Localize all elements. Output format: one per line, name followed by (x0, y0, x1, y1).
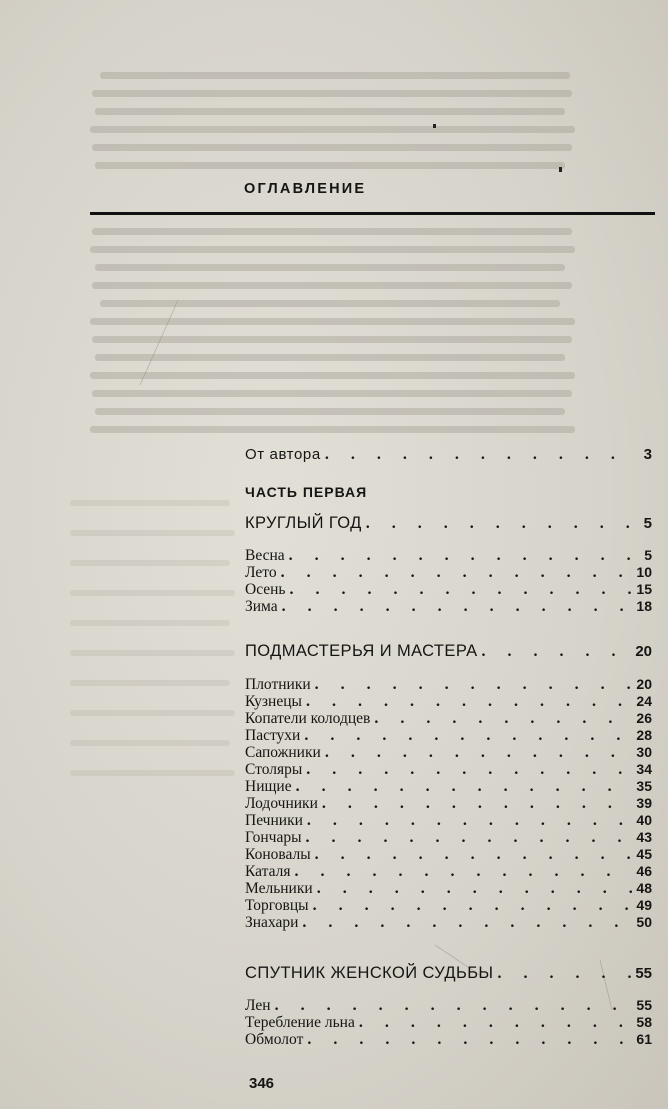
dot-leader (315, 847, 633, 863)
toc-entry-label: Столяры (245, 761, 303, 778)
heading-rule (90, 212, 655, 215)
toc-entry-page: 35 (636, 778, 652, 794)
toc-entry[interactable] (245, 863, 652, 881)
toc-entry-page: 49 (636, 897, 652, 913)
toc-entry-label: Гончары (245, 829, 302, 846)
dot-leader (306, 762, 632, 778)
toc-section-page: 5 (643, 515, 652, 532)
toc-entry-page: 18 (636, 598, 652, 614)
toc-entry-page: 26 (636, 710, 652, 726)
toc-entry-intro[interactable] (245, 446, 652, 463)
dot-leader (325, 745, 633, 761)
toc-entry-page: 58 (636, 1014, 652, 1030)
dot-leader (317, 881, 633, 897)
toc-entry[interactable] (245, 914, 652, 932)
toc-entry-label: Кузнецы (245, 693, 302, 710)
toc-entry-page: 39 (636, 795, 652, 811)
toc-entry-page: 61 (636, 1031, 652, 1047)
toc-section[interactable] (245, 514, 652, 533)
toc-entry-label: От автора (245, 446, 321, 463)
toc-entry-label: Печники (245, 812, 303, 829)
toc-section-title: СПУТНИК ЖЕНСКОЙ СУДЬБЫ (245, 964, 494, 982)
toc-entry-label: Обмолот (245, 1031, 304, 1048)
toc-section-page: 20 (635, 643, 652, 660)
toc-entry[interactable] (245, 581, 652, 599)
toc-entry[interactable] (245, 547, 652, 565)
toc-entry[interactable] (245, 829, 652, 847)
toc-entry-label: Каталя (245, 863, 291, 880)
toc-entry-page: 34 (636, 761, 652, 777)
dot-leader (294, 864, 632, 880)
dot-leader (289, 548, 634, 564)
toc-entry[interactable] (245, 846, 652, 864)
toc-entry-label: Знахари (245, 914, 299, 931)
toc-entry-label: Зима (245, 598, 278, 615)
toc-entry-label: Пастухи (245, 727, 301, 744)
toc-entry[interactable] (245, 564, 652, 582)
toc-entry-page: 40 (636, 812, 652, 828)
toc-entry[interactable] (245, 676, 652, 694)
toc-entry-page: 30 (636, 744, 652, 760)
toc-entry[interactable] (245, 744, 652, 762)
dot-leader (290, 582, 633, 598)
dot-leader (307, 1032, 632, 1048)
toc-entry-page: 5 (644, 547, 652, 563)
dot-leader (282, 599, 633, 615)
dot-leader (315, 677, 633, 693)
part-title: ЧАСТЬ ПЕРВАЯ (245, 484, 368, 500)
toc-entry-label: Лето (245, 564, 277, 581)
toc-entry-label: Сапожники (245, 744, 321, 761)
dot-leader (366, 516, 634, 532)
dot-leader (497, 966, 631, 982)
toc-entry-label: Торговцы (245, 897, 309, 914)
dot-leader (313, 898, 633, 914)
toc-entry-page: 50 (636, 914, 652, 930)
toc-section[interactable] (245, 964, 652, 983)
toc-section-page: 55 (635, 965, 652, 982)
toc-entry[interactable] (245, 812, 652, 830)
toc-entry[interactable] (245, 727, 652, 745)
toc-entry[interactable] (245, 1031, 652, 1049)
toc-entry-page: 15 (636, 581, 652, 597)
toc-entry-page: 46 (636, 863, 652, 879)
page-number: 346 (249, 1075, 275, 1092)
toc-entry-label: Лен (245, 997, 271, 1014)
toc-entry-label: Коновалы (245, 846, 311, 863)
toc-entry-page: 45 (636, 846, 652, 862)
toc-entry-page: 28 (636, 727, 652, 743)
toc-entry-page: 20 (636, 676, 652, 692)
toc-entry-label: Мельники (245, 880, 313, 897)
toc-entry[interactable] (245, 880, 652, 898)
dot-leader (302, 915, 632, 931)
dot-leader (304, 728, 632, 744)
toc-entry[interactable] (245, 1014, 652, 1032)
toc-entry[interactable] (245, 997, 652, 1015)
toc-entry[interactable] (245, 598, 652, 616)
dot-leader (325, 447, 634, 463)
toc-entry-page: 43 (636, 829, 652, 845)
toc-heading: ОГЛАВЛЕНИЕ (244, 181, 367, 197)
toc-entry-label: Нищие (245, 778, 292, 795)
toc-entry[interactable] (245, 897, 652, 915)
dot-leader (482, 644, 632, 660)
toc-entry-label: Осень (245, 581, 286, 598)
dot-leader (306, 694, 632, 710)
toc-entry-label: Плотники (245, 676, 311, 693)
dot-leader (307, 813, 633, 829)
toc-section[interactable] (245, 642, 652, 661)
toc-entry-page: 3 (643, 446, 652, 463)
toc-entry[interactable] (245, 778, 652, 796)
toc-entry-label: Копатели колодцев (245, 710, 371, 727)
toc-section-title: ПОДМАСТЕРЬЯ И МАСТЕРА (245, 642, 478, 660)
toc-entry[interactable] (245, 761, 652, 779)
toc-entry[interactable] (245, 795, 652, 813)
dot-leader (305, 830, 632, 846)
dot-leader (275, 998, 633, 1014)
toc-entry-page: 24 (636, 693, 652, 709)
toc-entry-label: Теребление льна (245, 1014, 355, 1031)
dot-leader (374, 711, 632, 727)
toc-entry-page: 48 (636, 880, 652, 896)
toc-entry-label: Весна (245, 547, 285, 564)
toc-entry[interactable] (245, 693, 652, 711)
toc-entry[interactable] (245, 710, 652, 728)
toc-entry-page: 55 (636, 997, 652, 1013)
dot-leader (281, 565, 633, 581)
toc-entry-label: Лодочники (245, 795, 318, 812)
dot-leader (296, 779, 633, 795)
toc-section-title: КРУГЛЫЙ ГОД (245, 514, 362, 532)
dot-leader (359, 1015, 633, 1031)
toc-entry-page: 10 (636, 564, 652, 580)
dot-leader (322, 796, 633, 812)
